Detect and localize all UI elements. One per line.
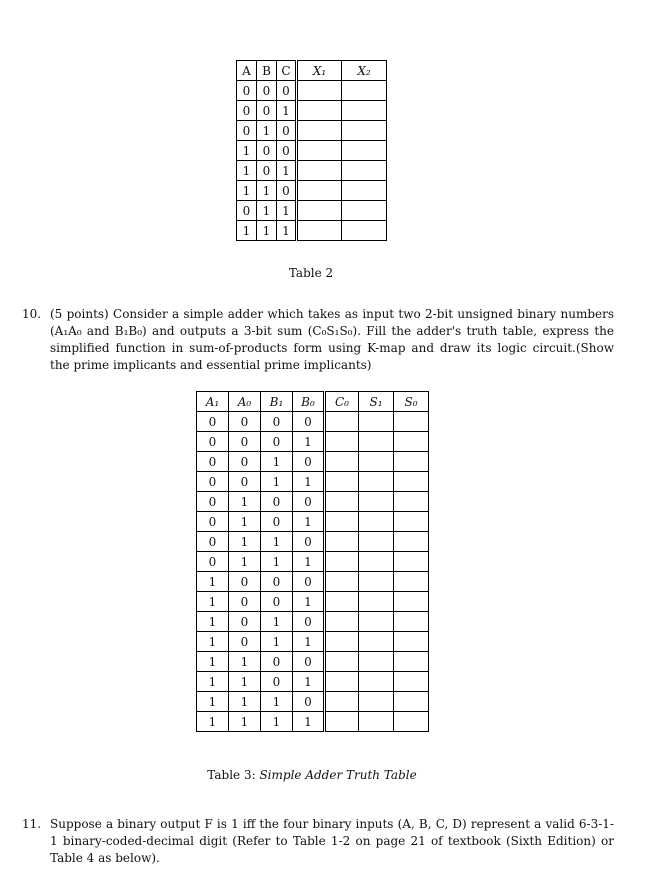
table-2-cell xyxy=(297,121,342,141)
table-3-cell xyxy=(394,592,429,612)
table-3-cell: 0 xyxy=(197,452,229,472)
table-3-header-row xyxy=(197,392,429,412)
table-3-row xyxy=(197,572,429,592)
table-3-cell xyxy=(394,712,429,732)
table-3-cell: 1 xyxy=(229,712,261,732)
table-3-cell xyxy=(359,692,394,712)
table-3-cell xyxy=(394,452,429,472)
problem-10 xyxy=(22,306,614,374)
table-2-cell: 0 xyxy=(237,121,257,141)
table-3-cell xyxy=(325,572,359,592)
table-3-header-a0: A₀ xyxy=(229,392,261,412)
table-2-cell xyxy=(297,221,342,241)
table-3-cell xyxy=(359,452,394,472)
table-3-cell xyxy=(359,432,394,452)
table-3-cell: 0 xyxy=(293,612,325,632)
table-2-row xyxy=(237,81,387,101)
table-3-cell: 0 xyxy=(293,452,325,472)
table-2-cell xyxy=(342,221,387,241)
table-3-cell: 1 xyxy=(261,632,293,652)
table-3-cell xyxy=(325,432,359,452)
table-3-cell xyxy=(394,572,429,592)
table-3-row xyxy=(197,592,429,612)
table-3-cell xyxy=(394,632,429,652)
table-2-cell xyxy=(297,201,342,221)
table-3-cell: 0 xyxy=(293,692,325,712)
table-3-cell: 1 xyxy=(293,632,325,652)
table-3-row xyxy=(197,472,429,492)
table-2-header-b: B xyxy=(257,61,277,81)
table-3-cell xyxy=(325,612,359,632)
table-3-cell: 0 xyxy=(229,432,261,452)
table-2-cell: 0 xyxy=(277,181,297,201)
table-3-cell xyxy=(325,632,359,652)
table-3-row xyxy=(197,492,429,512)
table-3-cell: 1 xyxy=(293,472,325,492)
table-2-cell: 0 xyxy=(257,161,277,181)
table-3-row xyxy=(197,512,429,532)
table-3-row xyxy=(197,452,429,472)
table-2-cell: 0 xyxy=(237,201,257,221)
table-2-cell: 1 xyxy=(277,221,297,241)
table-3-cell xyxy=(394,472,429,492)
table-3-row xyxy=(197,712,429,732)
table-2-cell xyxy=(297,81,342,101)
table-3-cell: 1 xyxy=(197,632,229,652)
table-3-cell: 0 xyxy=(293,532,325,552)
table-3-cell: 0 xyxy=(229,452,261,472)
table-3-cell xyxy=(394,612,429,632)
table-3-cell: 0 xyxy=(197,532,229,552)
table-2-cell: 0 xyxy=(277,121,297,141)
problem-10-number: 10. xyxy=(22,307,42,321)
table-3-cell xyxy=(359,612,394,632)
table-3-cell: 1 xyxy=(229,672,261,692)
table-3-header-s1: S₁ xyxy=(359,392,394,412)
table-3-cell xyxy=(325,512,359,532)
table-2-header-row xyxy=(237,61,387,81)
table-2-cell: 1 xyxy=(237,181,257,201)
table-3-cell: 1 xyxy=(261,712,293,732)
table-3-cell xyxy=(325,472,359,492)
table-2 xyxy=(236,60,387,241)
table-3-cell xyxy=(359,492,394,512)
table-3-cell xyxy=(394,512,429,532)
problem-11-number: 11. xyxy=(22,817,42,831)
table-2-cell: 0 xyxy=(237,101,257,121)
table-2-header-x1: X₁ xyxy=(297,61,342,81)
table-3-cell xyxy=(359,672,394,692)
table-3-cell: 0 xyxy=(293,492,325,512)
table-3-row xyxy=(197,532,429,552)
table-3-row xyxy=(197,692,429,712)
table-2-row xyxy=(237,121,387,141)
table-3-cell: 0 xyxy=(261,512,293,532)
table-3-cell: 1 xyxy=(261,472,293,492)
table-3-header-s0: S₀ xyxy=(394,392,429,412)
table-2-cell xyxy=(342,141,387,161)
table-3-cell: 1 xyxy=(293,432,325,452)
problem-11 xyxy=(22,816,614,867)
table-3-header-b1: B₁ xyxy=(261,392,293,412)
table-2-cell xyxy=(342,101,387,121)
table-3-cell: 1 xyxy=(261,532,293,552)
table-3-cell: 0 xyxy=(229,472,261,492)
table-2-cell xyxy=(342,201,387,221)
table-3-row xyxy=(197,612,429,632)
table-3-row xyxy=(197,412,429,432)
table-3-cell xyxy=(394,552,429,572)
table-3-cell xyxy=(359,592,394,612)
table-3-cell: 0 xyxy=(293,412,325,432)
table-2-cell: 1 xyxy=(237,141,257,161)
table-3-cell: 0 xyxy=(229,572,261,592)
table-3-row xyxy=(197,672,429,692)
table-3-cell: 0 xyxy=(293,652,325,672)
table-2-cell: 1 xyxy=(257,121,277,141)
table-2-cell: 1 xyxy=(277,101,297,121)
table-2-caption: Table 2 xyxy=(288,266,334,280)
table-3-cell xyxy=(325,552,359,572)
table-3-cell: 1 xyxy=(293,712,325,732)
table-3-cell: 0 xyxy=(197,432,229,452)
table-2-cell xyxy=(297,141,342,161)
table-3-cell xyxy=(359,412,394,432)
table-3-cell: 0 xyxy=(261,492,293,512)
table-2-cell xyxy=(342,81,387,101)
table-3-cell: 0 xyxy=(261,592,293,612)
table-3-cell: 1 xyxy=(293,552,325,572)
table-3-cell: 0 xyxy=(229,632,261,652)
table-3-cell xyxy=(325,452,359,472)
table-3-cell: 0 xyxy=(261,652,293,672)
table-3-row xyxy=(197,652,429,672)
table-3-cell: 0 xyxy=(261,432,293,452)
table-2-cell xyxy=(297,101,342,121)
table-3-cell xyxy=(325,592,359,612)
table-3-cell: 1 xyxy=(261,452,293,472)
table-3-cell xyxy=(325,532,359,552)
table-3 xyxy=(196,391,429,732)
table-3-cell: 1 xyxy=(261,552,293,572)
table-3-cell xyxy=(359,712,394,732)
table-3-cell: 1 xyxy=(261,612,293,632)
table-2-cell xyxy=(342,161,387,181)
table-3-cell: 1 xyxy=(293,592,325,612)
table-3-cell: 0 xyxy=(261,412,293,432)
table-3-cell: 0 xyxy=(197,552,229,572)
table-3-cell xyxy=(394,532,429,552)
table-2-header-a: A xyxy=(237,61,257,81)
table-3-cell xyxy=(394,652,429,672)
table-3-cell xyxy=(359,652,394,672)
table-3-cell xyxy=(325,712,359,732)
table-3-cell xyxy=(325,672,359,692)
table-3-cell: 0 xyxy=(197,492,229,512)
table-3-cell xyxy=(359,472,394,492)
table-3-body xyxy=(197,412,429,732)
table-3-cell: 0 xyxy=(293,572,325,592)
table-2-cell xyxy=(297,181,342,201)
table-2-row xyxy=(237,141,387,161)
table-2-cell: 0 xyxy=(257,81,277,101)
table-3-cell: 0 xyxy=(229,612,261,632)
table-3-cell xyxy=(359,532,394,552)
table-3-cell xyxy=(325,692,359,712)
table-3-cell: 0 xyxy=(229,592,261,612)
table-3-cell: 0 xyxy=(229,412,261,432)
table-3-cell: 1 xyxy=(293,512,325,532)
problem-11-text: Suppose a binary output F is 1 iff the four binary inputs (A, B, C, D) represent a valid 6-3-1-1 binary-coded-decimal digit (Refer to Table 1-2 on page 21 of textbook (Sixth Edition) or Table 4 as below). xyxy=(50,817,614,865)
table-2-row xyxy=(237,101,387,121)
table-3-caption-label: Table 3: xyxy=(207,768,256,782)
table-2-cell: 0 xyxy=(237,81,257,101)
table-3-cell: 1 xyxy=(197,692,229,712)
table-3-cell xyxy=(359,632,394,652)
table-3-cell: 1 xyxy=(293,672,325,692)
table-3-cell xyxy=(394,672,429,692)
table-3-cell: 1 xyxy=(229,532,261,552)
table-3-cell: 1 xyxy=(197,672,229,692)
table-2-cell xyxy=(297,161,342,181)
table-3-cell: 1 xyxy=(197,612,229,632)
table-2-row xyxy=(237,161,387,181)
table-3-cell xyxy=(394,492,429,512)
table-3-cell xyxy=(325,492,359,512)
table-3-caption-title: Simple Adder Truth Table xyxy=(259,768,417,782)
table-2-row xyxy=(237,221,387,241)
table-3-cell xyxy=(325,652,359,672)
table-3-cell xyxy=(394,412,429,432)
table-3-cell: 1 xyxy=(229,552,261,572)
table-3-header-b0: B₀ xyxy=(293,392,325,412)
table-2-cell: 0 xyxy=(277,81,297,101)
table-3-cell: 0 xyxy=(197,512,229,532)
table-3-cell: 1 xyxy=(229,492,261,512)
table-2-cell: 1 xyxy=(237,221,257,241)
table-3-cell: 1 xyxy=(229,512,261,532)
table-3-cell: 1 xyxy=(197,712,229,732)
table-2-cell xyxy=(342,121,387,141)
table-2-cell: 0 xyxy=(277,141,297,161)
table-2-cell: 1 xyxy=(257,181,277,201)
table-2-body xyxy=(237,81,387,241)
table-3-cell: 0 xyxy=(261,672,293,692)
table-2-cell: 1 xyxy=(257,201,277,221)
table-3-cell xyxy=(359,572,394,592)
table-2-cell xyxy=(342,181,387,201)
table-2-row xyxy=(237,201,387,221)
table-2-cell: 1 xyxy=(277,161,297,181)
table-3-cell xyxy=(325,412,359,432)
table-3-caption xyxy=(196,768,428,782)
table-3-cell: 0 xyxy=(197,412,229,432)
table-3-cell: 1 xyxy=(197,652,229,672)
table-2-row xyxy=(237,181,387,201)
table-3-cell: 1 xyxy=(229,692,261,712)
table-2-cell: 1 xyxy=(237,161,257,181)
table-3-cell xyxy=(394,432,429,452)
table-2-cell: 0 xyxy=(257,141,277,161)
table-3-header-a1: A₁ xyxy=(197,392,229,412)
table-3-cell xyxy=(359,552,394,572)
problem-10-text: (5 points) Consider a simple adder which takes as input two 2-bit unsigned binary numbers (A₁A₀ and B₁B₀) and outputs a 3-bit sum (C₀S₁S₀). Fill the adder's truth table, express the simplified function in sum-of-products form using K-map and draw its logic circuit.(Show the prime implicants and essential prime implicants) xyxy=(50,307,614,372)
table-2-cell: 1 xyxy=(277,201,297,221)
table-3-cell xyxy=(394,692,429,712)
table-3-cell: 1 xyxy=(229,652,261,672)
table-3-row xyxy=(197,432,429,452)
table-2-header-x2: X₂ xyxy=(342,61,387,81)
table-3-cell: 1 xyxy=(261,692,293,712)
table-3-cell: 1 xyxy=(197,592,229,612)
table-3-header-c0: C₀ xyxy=(325,392,359,412)
table-3-row xyxy=(197,552,429,572)
table-2-cell: 1 xyxy=(257,221,277,241)
table-3-cell: 1 xyxy=(197,572,229,592)
table-2-header-c: C xyxy=(277,61,297,81)
table-2-cell: 0 xyxy=(257,101,277,121)
table-3-cell xyxy=(359,512,394,532)
table-3-cell: 0 xyxy=(261,572,293,592)
table-3-cell: 0 xyxy=(197,472,229,492)
table-3-row xyxy=(197,632,429,652)
